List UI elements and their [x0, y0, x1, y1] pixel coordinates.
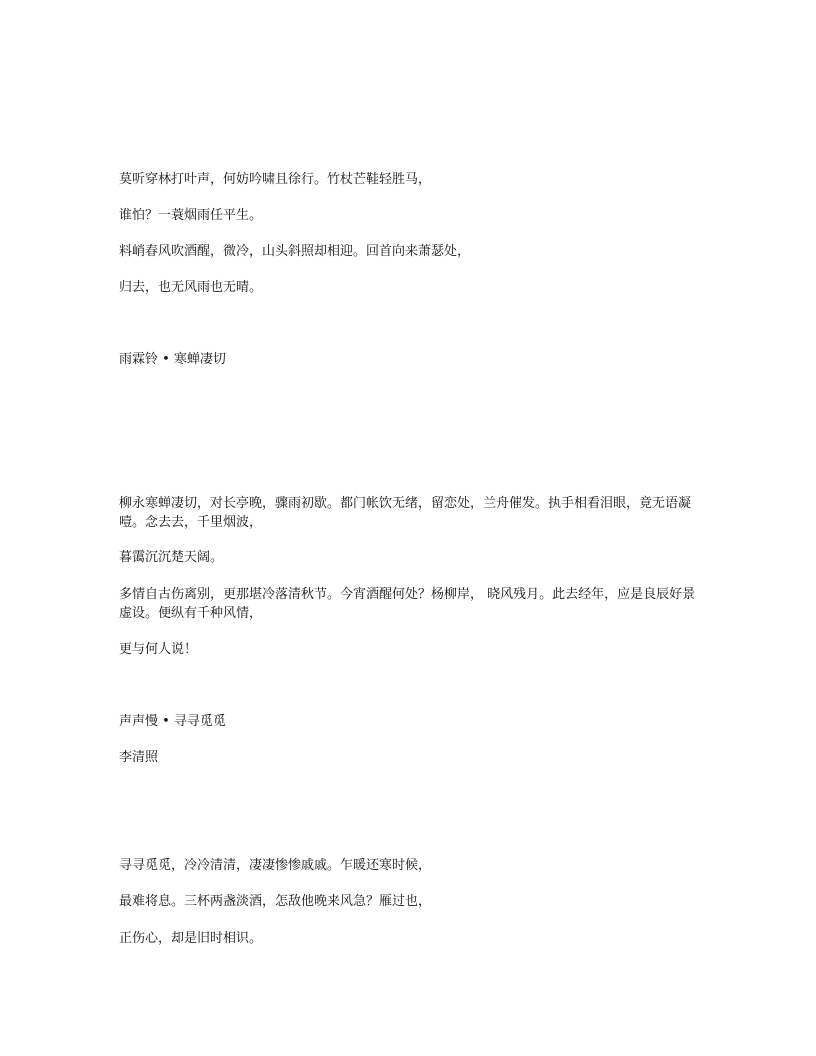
- poem2-line-3: 多情自古伤离别，更那堪冷落清秋节。今宵酒醒何处？杨柳岸， 晓风残月。此去经年，应是良辰好景虚设。便纵有千种风情，: [119, 587, 696, 621]
- poem3-line-1: 寻寻觅觅，冷冷清清，凄凄惨惨戚戚。乍暖还寒时候，: [119, 858, 432, 873]
- poem2-line-1: 柳永寒蝉凄切，对长亭晚，骤雨初歇。都门帐饮无绪，留恋处，兰舟催发。执手相看泪眼，竟无语凝噎。念去去，千里烟波，: [119, 496, 692, 530]
- poem1-line-3: 料峭春风吹酒醒，微冷，山头斜照却相迎。回首向来萧瑟处，: [119, 244, 471, 259]
- poem2-line-4: 更与何人说！: [119, 642, 198, 657]
- poem3-author: 李清照: [119, 750, 159, 765]
- poem2-title: 雨霖铃 • 寒蝉凄切: [119, 352, 226, 367]
- poem2-line-2: 暮霭沉沉楚天阔。: [119, 550, 224, 565]
- poem1-line-4: 归去，也无风雨也无晴。: [119, 280, 263, 295]
- poem3-line-3: 正伤心，却是旧时相识。: [119, 931, 263, 946]
- poem1-line-2: 谁怕？一蓑烟雨任平生。: [119, 208, 263, 223]
- poem3-title: 声声慢 • 寻寻觅觅: [119, 714, 226, 729]
- poem3-line-2: 最难将息。三杯两盏淡酒，怎敌他晚来风急？雁过也，: [119, 894, 432, 909]
- poem1-line-1: 莫听穿林打叶声，何妨吟啸且徐行。竹杖芒鞋轻胜马，: [119, 172, 432, 187]
